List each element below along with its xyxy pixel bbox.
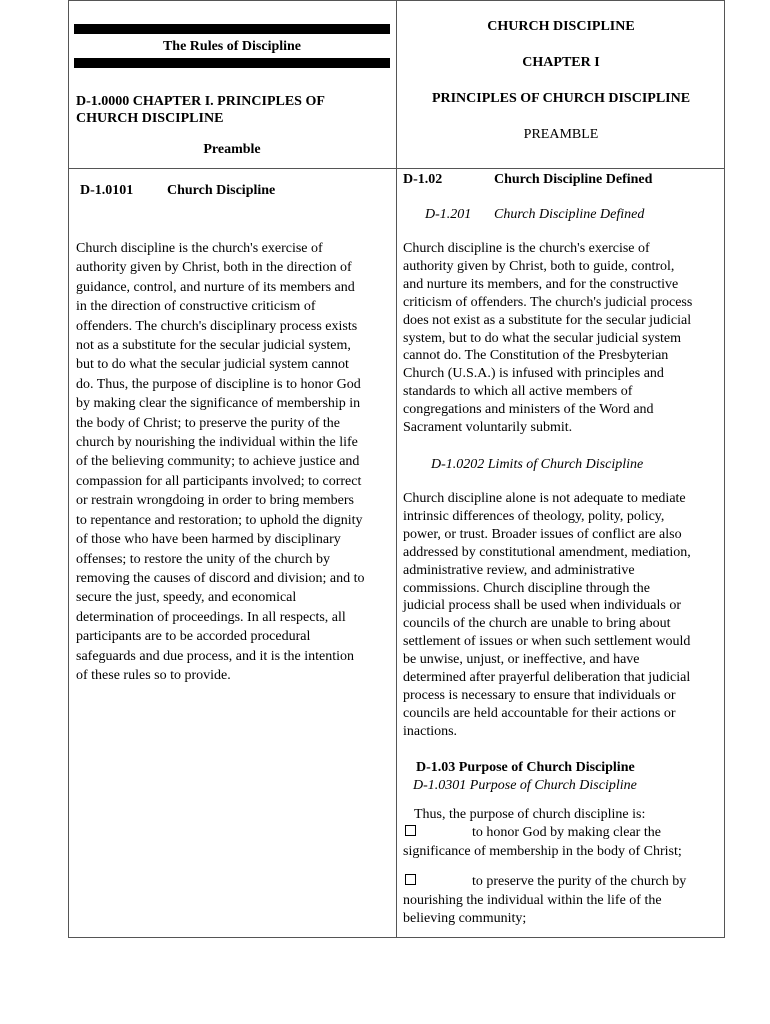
body-line: administrative review, and administrative [403,562,635,578]
subsection-title-defined: Church Discipline Defined [494,207,645,222]
checkbox-icon [405,825,416,836]
body-line: cannot do. The Constitution of the Presbyterian [403,348,669,364]
body-line: of these rules so to provide. [76,667,231,683]
body-line: determined after prayerful deliberation that judicial [403,670,691,686]
body-line: addressed by constitutional amendment, mediation, [403,544,691,560]
section-number-d1-0101: D-1.0101 [80,183,134,198]
body-line: in the direction of constructive criticism of [76,299,316,315]
subsection-purpose: D-1.0301 Purpose of Church Discipline [413,778,637,793]
body-line: criticism of offenders. The church's judicial process [403,294,693,310]
purpose-bullet-1-cont: significance of membership in the body of Christ; [403,844,682,859]
purpose-bullet-2-cont-2: believing community; [403,911,527,926]
body-line: compassion for all participants involved; to correct [76,473,362,489]
body-line: judicial process shall be used when individuals or [403,598,681,614]
bottom-rule [74,58,390,68]
checkbox-icon [405,874,416,885]
purpose-bullet-2-cont-1: nourishing the individual within the life of the [403,893,662,908]
chapter-heading-line-2: CHURCH DISCIPLINE [76,111,224,126]
body-line: do. Thus, the purpose of discipline is to honor God [76,376,361,392]
bullet-text: to preserve the purity of the church by [472,874,687,889]
body-line: councils of the church are unable to bring about [403,616,671,632]
body-line: intrinsic differences of theology, polity, policy, [403,508,665,524]
bullet-text: to honor God by making clear the [472,825,661,840]
body-line: process is necessary to ensure that individuals or [403,687,676,703]
body-line: safeguards and due process, and it is the intention [76,648,354,664]
body-line: by making clear the significance of membership in [76,396,361,412]
body-line: congregations and ministers of the Word and [403,402,654,418]
body-line: offenses; to restore the unity of the church by [76,551,331,567]
row-divider [68,168,725,169]
body-line: Church discipline is the church's exercise of [403,241,650,256]
rules-title: The Rules of Discipline [162,39,302,54]
preamble-heading: Preamble [203,142,261,157]
right-header-chapter: CHAPTER I [522,55,600,70]
right-header-preamble: PREAMBLE [523,127,599,142]
body-line: to repentance and restoration; to uphold the dignity [76,512,363,528]
purpose-intro: Thus, the purpose of church discipline is: [414,807,646,822]
body-line: determination of proceedings. In all respects, all [76,609,346,625]
body-line: of the believing community; to achieve justice and [76,454,360,470]
body-line: guidance, control, and nurture of its members and [76,279,355,295]
section-title-church-discipline: Church Discipline [167,183,276,198]
body-line: does not exist as a substitute for the secular judicial [403,312,692,328]
body-line: secure the just, speedy, and economical [76,590,297,606]
body-line: be unwise, unjust, or ineffective, and have [403,652,640,668]
body-line: or restrain wrongdoing in order to bring members [76,493,354,509]
top-rule [74,24,390,34]
purpose-bullet-2 [405,872,686,891]
purpose-bullet-1 [405,823,661,842]
body-line: inactions. [403,723,458,739]
body-line: Sacrament voluntarily submit. [403,420,573,436]
subsection-limits: D-1.0202 Limits of Church Discipline [431,457,644,472]
right-paragraph-limits [403,490,691,741]
body-line: church by nourishing the individual within the life [76,435,358,451]
section-number-d1-02: D-1.02 [403,172,443,187]
section-purpose: D-1.03 Purpose of Church Discipline [416,760,635,775]
body-line: power, or trust. Broader issues of conflict are also [403,526,682,542]
body-line: Church (U.S.A.) is infused with principles and [403,366,664,382]
body-line: offenders. The church's disciplinary process exists [76,318,358,334]
body-line: commissions. Church discipline through the [403,580,650,596]
chapter-heading-line-1: D-1.0000 CHAPTER I. PRINCIPLES OF [76,94,325,109]
body-line: but to do what the secular judicial system cannot [76,357,349,373]
body-line: Church discipline alone is not adequate to mediate [403,491,686,506]
body-line: authority given by Christ, both to guide, control, [403,258,675,274]
body-line: system, but to do what the secular judicial system [403,330,682,346]
body-line: the body of Christ; to preserve the purity of the [76,415,340,431]
body-line: removing the causes of discord and division; and to [76,570,365,586]
right-paragraph-defined [403,240,692,437]
subsection-number-d1-201: D-1.201 [425,207,472,222]
right-header-church-discipline: CHURCH DISCIPLINE [487,19,635,34]
body-line: participants are to be accorded procedural [76,629,311,645]
left-body-paragraph [76,239,365,685]
body-line: councils are held accountable for their actions or [403,705,676,721]
right-header-principles: PRINCIPLES OF CHURCH DISCIPLINE [431,91,691,106]
body-line: of those who have been harmed by disciplinary [76,532,341,548]
section-title-defined: Church Discipline Defined [494,172,653,187]
body-line: and nurture its members, and for the constructive [403,276,679,292]
body-line: settlement of issues or when such settlement would [403,634,691,650]
body-line: not as a substitute for the secular judicial system, [76,338,351,354]
body-line: Church discipline is the church's exercise of [76,241,323,256]
body-line: standards to which all active members of [403,384,633,400]
body-line: authority given by Christ, both in the direction of [76,260,352,276]
